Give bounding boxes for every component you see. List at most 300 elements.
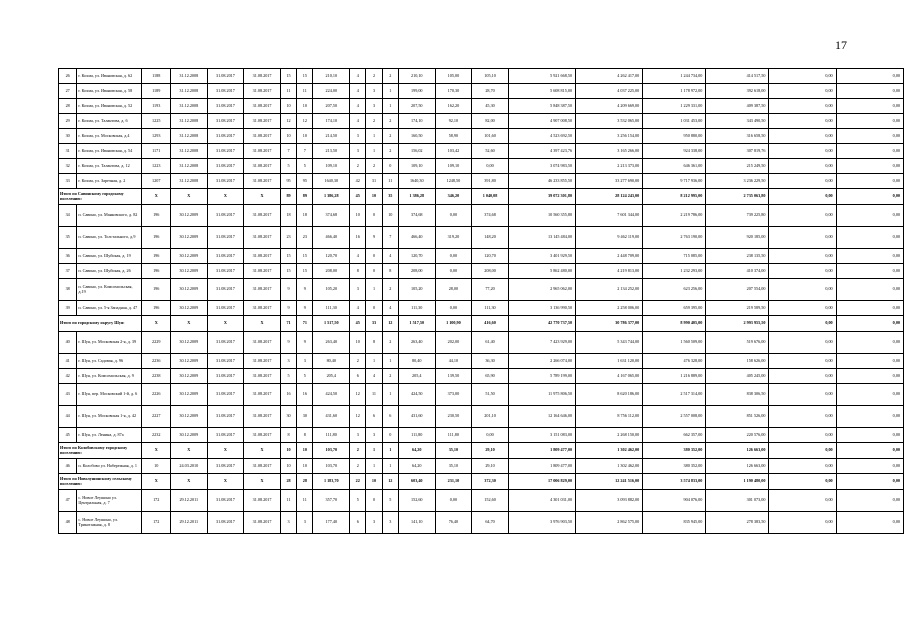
cell-c3: 1171 xyxy=(142,144,171,159)
cell-c11: 3 xyxy=(366,84,382,99)
cell-c11: 1 xyxy=(366,443,382,459)
cell-c3: 196 xyxy=(142,249,171,264)
cell-c9: 207,50 xyxy=(313,99,350,114)
cell-c8: 11 xyxy=(297,84,313,99)
cell-c6: 31.08.2017 xyxy=(244,129,281,144)
cell-c4: 30.12.2009 xyxy=(170,354,207,369)
subtotal-label: Итого по Колобовскому городскому поселению: xyxy=(59,443,142,459)
cell-c20: 0,00 xyxy=(769,227,836,249)
page-number: 17 xyxy=(835,38,847,52)
cell-c8: 95 xyxy=(297,174,313,189)
cell-c21: 0,00 xyxy=(836,428,903,443)
cell-c19: 126 663,00 xyxy=(706,459,769,474)
cell-c19: 207 554,00 xyxy=(706,279,769,301)
cell-c10: 5 xyxy=(350,490,366,512)
address-cell: с. Новое Леушино ул. Центральная, д. 7 xyxy=(77,490,142,512)
cell-c13: 105,20 xyxy=(398,279,435,301)
row-number-cell: 44 xyxy=(59,406,77,428)
cell-c10: 42 xyxy=(350,174,366,189)
cell-c13: 1 386,28 xyxy=(398,189,435,205)
cell-c13: 64,20 xyxy=(398,443,435,459)
cell-c20: 0,00 xyxy=(769,189,836,205)
row-number-cell: 45 xyxy=(59,428,77,443)
cell-c18: 835 945,00 xyxy=(643,512,706,534)
cell-c18: 1 229 331,00 xyxy=(643,99,706,114)
cell-c18: 1 244 734,00 xyxy=(643,69,706,84)
cell-c4: 31.12.2008 xyxy=(170,159,207,174)
cell-c17: 28 124 243,00 xyxy=(576,189,643,205)
cell-c7: 3 xyxy=(280,354,296,369)
cell-c10: 4 xyxy=(350,249,366,264)
cell-c4: X xyxy=(170,443,207,459)
row-number-cell: 43 xyxy=(59,384,77,406)
cell-c7: 89 xyxy=(280,189,296,205)
cell-c5: 31.08.2017 xyxy=(207,332,244,354)
cell-c14: 346,20 xyxy=(435,189,472,205)
table-body xyxy=(59,69,904,534)
cell-c19: 307 819,76 xyxy=(706,144,769,159)
cell-c18: 3 574 833,00 xyxy=(643,474,706,490)
cell-c17: 4 209 669,00 xyxy=(576,99,643,114)
cell-c13: 109,10 xyxy=(398,159,435,174)
cell-c11: 0 xyxy=(366,264,382,279)
cell-c20: 0,00 xyxy=(769,428,836,443)
cell-c7: 9 xyxy=(280,332,296,354)
cell-c14: 35,10 xyxy=(435,443,472,459)
cell-c4: X xyxy=(170,316,207,332)
cell-c8: 11 xyxy=(297,490,313,512)
cell-c11: 33 xyxy=(366,316,382,332)
cell-c14: 111,80 xyxy=(435,428,472,443)
address-cell: г. Кохма, ул. Ивановская, д. 54 xyxy=(77,144,142,159)
cell-c6: 31.08.2017 xyxy=(244,384,281,406)
cell-c18: 1 560 509,00 xyxy=(643,332,706,354)
cell-c19: 409 387,50 xyxy=(706,99,769,114)
cell-c16: 3 136 990,50 xyxy=(508,301,575,316)
cell-c7: 8 xyxy=(280,428,296,443)
cell-c3: 2226 xyxy=(142,384,171,406)
cell-c14: 0,00 xyxy=(435,249,472,264)
cell-c5: 31.08.2017 xyxy=(207,459,244,474)
cell-c15: 52,60 xyxy=(472,144,509,159)
cell-c17: 4 219 813,00 xyxy=(576,264,643,279)
cell-c15: 0,00 xyxy=(472,159,509,174)
cell-c17: 2 213 373,00 xyxy=(576,159,643,174)
cell-c5: 31.08.2017 xyxy=(207,227,244,249)
cell-c3: 10 xyxy=(142,459,171,474)
cell-c12: 2 xyxy=(382,279,398,301)
cell-c3: X xyxy=(142,474,171,490)
row-number-cell: 29 xyxy=(59,114,77,129)
cell-c19: 519 676,00 xyxy=(706,332,769,354)
cell-c4: 30.12.2009 xyxy=(170,369,207,384)
cell-c9: 1 386,28 xyxy=(313,189,350,205)
cell-c21: 0,00 xyxy=(836,264,903,279)
cell-c4: 29.12.2011 xyxy=(170,512,207,534)
cell-c15: 208,00 xyxy=(472,264,509,279)
cell-c11: 2 xyxy=(366,69,382,84)
cell-c10: 45 xyxy=(350,316,366,332)
cell-c16: 5 862 480,00 xyxy=(508,264,575,279)
cell-c12: 0 xyxy=(382,159,398,174)
cell-c7: 15 xyxy=(280,264,296,279)
cell-c6: 31.08.2017 xyxy=(244,512,281,534)
cell-c12: 2 xyxy=(382,129,398,144)
cell-c12: 4 xyxy=(382,301,398,316)
cell-c10: 3 xyxy=(350,279,366,301)
cell-c14: 92,10 xyxy=(435,114,472,129)
cell-c16: 42 770 737,50 xyxy=(508,316,575,332)
row-number-cell: 34 xyxy=(59,205,77,227)
cell-c9: 208,00 xyxy=(313,264,350,279)
cell-c20: 0,00 xyxy=(769,84,836,99)
cell-c15: 28,70 xyxy=(472,84,509,99)
address-cell: п. Савино, ул. Маяковского, д. 82 xyxy=(77,205,142,227)
cell-c20: 0,00 xyxy=(769,264,836,279)
cell-c16: 1 809 477,00 xyxy=(508,459,575,474)
cell-c14: 58,90 xyxy=(435,129,472,144)
cell-c6: 31.08.2017 xyxy=(244,354,281,369)
cell-c12: 2 xyxy=(382,369,398,384)
cell-c19: 158 626,00 xyxy=(706,354,769,369)
cell-c21: 0,00 xyxy=(836,189,903,205)
cell-c12: 6 xyxy=(382,406,398,428)
cell-c21: 0,00 xyxy=(836,369,903,384)
cell-c11: 11 xyxy=(366,384,382,406)
cell-c7: 5 xyxy=(280,159,296,174)
cell-c14: 76,40 xyxy=(435,512,472,534)
cell-c10: 6 xyxy=(350,512,366,534)
address-cell: с. Новое Леушино, ул. Трикотажная, д. 8 xyxy=(77,512,142,534)
table-row xyxy=(59,84,904,99)
cell-c3: 1225 xyxy=(142,114,171,129)
cell-c18: 2 763 190,00 xyxy=(643,227,706,249)
row-number-cell: 36 xyxy=(59,249,77,264)
cell-c11: 1 xyxy=(366,279,382,301)
cell-c15: 1 040,08 xyxy=(472,189,509,205)
cell-c15: 120,70 xyxy=(472,249,509,264)
subtotal-label: Итого по Новолушинскому сельскому поселению: xyxy=(59,474,142,490)
cell-c16: 4 907 008,50 xyxy=(508,114,575,129)
cell-c6: 31.08.2017 xyxy=(244,301,281,316)
cell-c3: 196 xyxy=(142,301,171,316)
table-row xyxy=(59,354,904,369)
cell-c12: 1 xyxy=(382,459,398,474)
cell-c17: 1 631 120,00 xyxy=(576,354,643,369)
cell-c5: 31.08.2017 xyxy=(207,159,244,174)
cell-c19: 2 993 955,50 xyxy=(706,316,769,332)
cell-c5: 31.08.2017 xyxy=(207,301,244,316)
cell-c8: 5 xyxy=(297,159,313,174)
cell-c8: 71 xyxy=(297,316,313,332)
cell-c5: 31.08.2017 xyxy=(207,84,244,99)
address-cell: г. Шуя, ул. Комсомольская, д. 9 xyxy=(77,369,142,384)
cell-c4: 30.12.2009 xyxy=(170,264,207,279)
row-number-cell: 32 xyxy=(59,159,77,174)
cell-c12: 2 xyxy=(382,69,398,84)
cell-c14: 28,00 xyxy=(435,279,472,301)
cell-c21: 0,00 xyxy=(836,159,903,174)
cell-c13: 1 517,50 xyxy=(398,316,435,332)
cell-c13: 1640,30 xyxy=(398,174,435,189)
cell-c17: 9 462 119,00 xyxy=(576,227,643,249)
cell-c14: 44,10 xyxy=(435,354,472,369)
cell-c3: 1188 xyxy=(142,69,171,84)
cell-c12: 7 xyxy=(382,227,398,249)
table-row xyxy=(59,227,904,249)
table-row xyxy=(59,264,904,279)
cell-c18: 8 212 995,00 xyxy=(643,189,706,205)
cell-c7: 71 xyxy=(280,316,296,332)
cell-c16: 7 423 929,00 xyxy=(508,332,575,354)
cell-c18: 9 717 936,00 xyxy=(643,174,706,189)
table-row xyxy=(59,369,904,384)
cell-c19: 2 735 063,80 xyxy=(706,189,769,205)
cell-c11: 8 xyxy=(366,332,382,354)
cell-c11: 0 xyxy=(366,205,382,227)
table-row xyxy=(59,301,904,316)
cell-c15: 148,20 xyxy=(472,227,509,249)
cell-c9: 224,00 xyxy=(313,84,350,99)
cell-c13: 374,68 xyxy=(398,205,435,227)
cell-c21: 0,00 xyxy=(836,459,903,474)
cell-c21: 0,00 xyxy=(836,354,903,369)
cell-c5: 31.08.2017 xyxy=(207,406,244,428)
cell-c14: 35,10 xyxy=(435,459,472,474)
cell-c9: 424,50 xyxy=(313,384,350,406)
cell-c16: 3 074 983,50 xyxy=(508,159,575,174)
cell-c10: 22 xyxy=(350,474,366,490)
cell-c14: 170,30 xyxy=(435,84,472,99)
cell-c15: 391,80 xyxy=(472,174,509,189)
cell-c17: 7 601 344,00 xyxy=(576,205,643,227)
cell-c8: 30 xyxy=(297,406,313,428)
cell-c9: 431,60 xyxy=(313,406,350,428)
cell-c11: 3 xyxy=(366,99,382,114)
address-cell: п. Савино, ул. Шуйская, д. 19 xyxy=(77,249,142,264)
cell-c8: 7 xyxy=(297,144,313,159)
cell-c5: 31.08.2017 xyxy=(207,490,244,512)
cell-c18: 476 328,00 xyxy=(643,354,706,369)
cell-c9: 103,70 xyxy=(313,459,350,474)
cell-c4: 31.12.2008 xyxy=(170,129,207,144)
cell-c5: X xyxy=(207,443,244,459)
cell-c7: 3 xyxy=(280,512,296,534)
address-cell: г. Шуя, ул. Ленина, д. 87а xyxy=(77,428,142,443)
cell-c17: 1 302 462,00 xyxy=(576,459,643,474)
cell-c6: X xyxy=(244,189,281,205)
cell-c10: 10 xyxy=(350,205,366,227)
cell-c3: 2232 xyxy=(142,428,171,443)
cell-c19: 278 383,50 xyxy=(706,512,769,534)
cell-c19: 301 073,00 xyxy=(706,490,769,512)
cell-c15: 29,10 xyxy=(472,459,509,474)
cell-c3: 196 xyxy=(142,264,171,279)
cell-c6: 31.08.2017 xyxy=(244,459,281,474)
cell-c6: X xyxy=(244,443,281,459)
cell-c21: 0,00 xyxy=(836,84,903,99)
address-cell: г. Кохма, ул. Заречная, д. 2 xyxy=(77,174,142,189)
cell-c13: 205,4 xyxy=(398,369,435,384)
address-cell: г. Кохма, ул. Московская, д.4 xyxy=(77,129,142,144)
cell-c13: 210,10 xyxy=(398,69,435,84)
cell-c5: X xyxy=(207,474,244,490)
cell-c11: 0 xyxy=(366,301,382,316)
cell-c16: 5 848 387,50 xyxy=(508,99,575,114)
cell-c5: 31.08.2017 xyxy=(207,428,244,443)
cell-c8: 23 xyxy=(297,227,313,249)
cell-c16: 5 921 668,50 xyxy=(508,69,575,84)
cell-c18: 2 557 008,00 xyxy=(643,406,706,428)
cell-c20: 0,00 xyxy=(769,205,836,227)
cell-c17: 5 343 744,00 xyxy=(576,332,643,354)
cell-c13: 424,50 xyxy=(398,384,435,406)
cell-c16: 2 266 074,00 xyxy=(508,354,575,369)
cell-c20: 0,00 xyxy=(769,174,836,189)
cell-c7: 12 xyxy=(280,114,296,129)
cell-c8: 10 xyxy=(297,99,313,114)
cell-c16: 10 560 355,80 xyxy=(508,205,575,227)
cell-c14: 109,10 xyxy=(435,159,472,174)
subtotal-row xyxy=(59,189,904,205)
cell-c19: 219 589,50 xyxy=(706,301,769,316)
cell-c14: 373,00 xyxy=(435,384,472,406)
cell-c18: 1 031 453,00 xyxy=(643,114,706,129)
table-row xyxy=(59,279,904,301)
row-number-cell: 48 xyxy=(59,512,77,534)
cell-c19: 414 517,50 xyxy=(706,69,769,84)
cell-c18: 623 256,00 xyxy=(643,279,706,301)
cell-c16: 17 006 829,00 xyxy=(508,474,575,490)
cell-c18: 1 232 293,00 xyxy=(643,264,706,279)
cell-c4: 29.12.2011 xyxy=(170,490,207,512)
cell-c20: 0,00 xyxy=(769,490,836,512)
cell-c14: 0,00 xyxy=(435,301,472,316)
row-number-cell: 46 xyxy=(59,459,77,474)
table-row xyxy=(59,512,904,534)
cell-c12: 11 xyxy=(382,174,398,189)
cell-c8: 12 xyxy=(297,114,313,129)
cell-c9: 120,70 xyxy=(313,249,350,264)
cell-c3: 172 xyxy=(142,490,171,512)
cell-c15: 201,10 xyxy=(472,406,509,428)
cell-c5: 31.08.2017 xyxy=(207,99,244,114)
cell-c17: 4 037 225,00 xyxy=(576,84,643,99)
row-number-cell: 28 xyxy=(59,99,77,114)
cell-c11: 4 xyxy=(366,369,382,384)
cell-c11: 2 xyxy=(366,114,382,129)
cell-c21: 0,00 xyxy=(836,512,903,534)
cell-c17: 30 786 377,00 xyxy=(576,316,643,332)
cell-c8: 5 xyxy=(297,369,313,384)
address-cell: п. Колобово ул. Набережная, д. 1 xyxy=(77,459,142,474)
cell-c11: 6 xyxy=(366,406,382,428)
cell-c15: 61,40 xyxy=(472,332,509,354)
cell-c15: 152,60 xyxy=(472,490,509,512)
cell-c17: 3 532 065,00 xyxy=(576,114,643,129)
cell-c3: 196 xyxy=(142,227,171,249)
cell-c13: 111,80 xyxy=(398,428,435,443)
cell-c5: 31.08.2017 xyxy=(207,264,244,279)
cell-c19: 238 135,50 xyxy=(706,249,769,264)
cell-c5: 31.08.2017 xyxy=(207,279,244,301)
cell-c7: 11 xyxy=(280,84,296,99)
address-cell: г. Кохма, ул. Талантова, д. 12 xyxy=(77,159,142,174)
cell-c4: 31.12.2008 xyxy=(170,114,207,129)
cell-c3: 1223 xyxy=(142,159,171,174)
cell-c15: 77,20 xyxy=(472,279,509,301)
cell-c13: 199,00 xyxy=(398,84,435,99)
cell-c10: 6 xyxy=(350,369,366,384)
cell-c21: 0,00 xyxy=(836,114,903,129)
cell-c7: 10 xyxy=(280,443,296,459)
cell-c7: 9 xyxy=(280,279,296,301)
cell-c10: 3 xyxy=(350,129,366,144)
cell-c11: 1 xyxy=(366,354,382,369)
cell-c8: 15 xyxy=(297,264,313,279)
cell-c4: 31.12.2008 xyxy=(170,144,207,159)
cell-c6: 31.08.2017 xyxy=(244,428,281,443)
cell-c20: 0,00 xyxy=(769,406,836,428)
cell-c7: 11 xyxy=(280,490,296,512)
address-cell: п. Савино, ул. Толстального, д.9 xyxy=(77,227,142,249)
cell-c13: 263,40 xyxy=(398,332,435,354)
cell-c9: 174,10 xyxy=(313,114,350,129)
cell-c15: 416,60 xyxy=(472,316,509,332)
cell-c17: 8 756 112,00 xyxy=(576,406,643,428)
cell-c17: 2 448 709,00 xyxy=(576,249,643,264)
cell-c14: 0,00 xyxy=(435,205,472,227)
cell-c14: 1248,50 xyxy=(435,174,472,189)
cell-c6: 31.08.2017 xyxy=(244,227,281,249)
cell-c3: X xyxy=(142,443,171,459)
cell-c11: 3 xyxy=(366,428,382,443)
cell-c12: 4 xyxy=(382,249,398,264)
cell-c5: 31.08.2017 xyxy=(207,174,244,189)
housing-table-sheet xyxy=(58,68,904,534)
cell-c20: 0,00 xyxy=(769,144,836,159)
cell-c19: 739 225,80 xyxy=(706,205,769,227)
cell-c13: 152,60 xyxy=(398,490,435,512)
row-number-cell: 33 xyxy=(59,174,77,189)
cell-c20: 0,00 xyxy=(769,159,836,174)
cell-c10: 3 xyxy=(350,428,366,443)
cell-c13: 466,40 xyxy=(398,227,435,249)
cell-c21: 0,00 xyxy=(836,69,903,84)
cell-c7: 10 xyxy=(280,99,296,114)
cell-c9: 111,30 xyxy=(313,301,350,316)
address-cell: п. Савино, ул. Комсомольская, д.19 xyxy=(77,279,142,301)
cell-c3: 1293 xyxy=(142,129,171,144)
cell-c12: 1 xyxy=(382,384,398,406)
cell-c6: 31.08.2017 xyxy=(244,332,281,354)
cell-c5: X xyxy=(207,316,244,332)
cell-c3: X xyxy=(142,189,171,205)
cell-c5: 31.08.2017 xyxy=(207,69,244,84)
cell-c16: 4 397 423,76 xyxy=(508,144,575,159)
cell-c14: 0,00 xyxy=(435,490,472,512)
cell-c20: 0,00 xyxy=(769,316,836,332)
cell-c12: 12 xyxy=(382,474,398,490)
cell-c10: 2 xyxy=(350,159,366,174)
cell-c5: 31.08.2017 xyxy=(207,354,244,369)
cell-c20: 0,00 xyxy=(769,301,836,316)
cell-c9: 263,40 xyxy=(313,332,350,354)
cell-c10: 12 xyxy=(350,384,366,406)
cell-c20: 0,00 xyxy=(769,384,836,406)
cell-c15: 372,30 xyxy=(472,474,509,490)
cell-c8: 16 xyxy=(297,384,313,406)
